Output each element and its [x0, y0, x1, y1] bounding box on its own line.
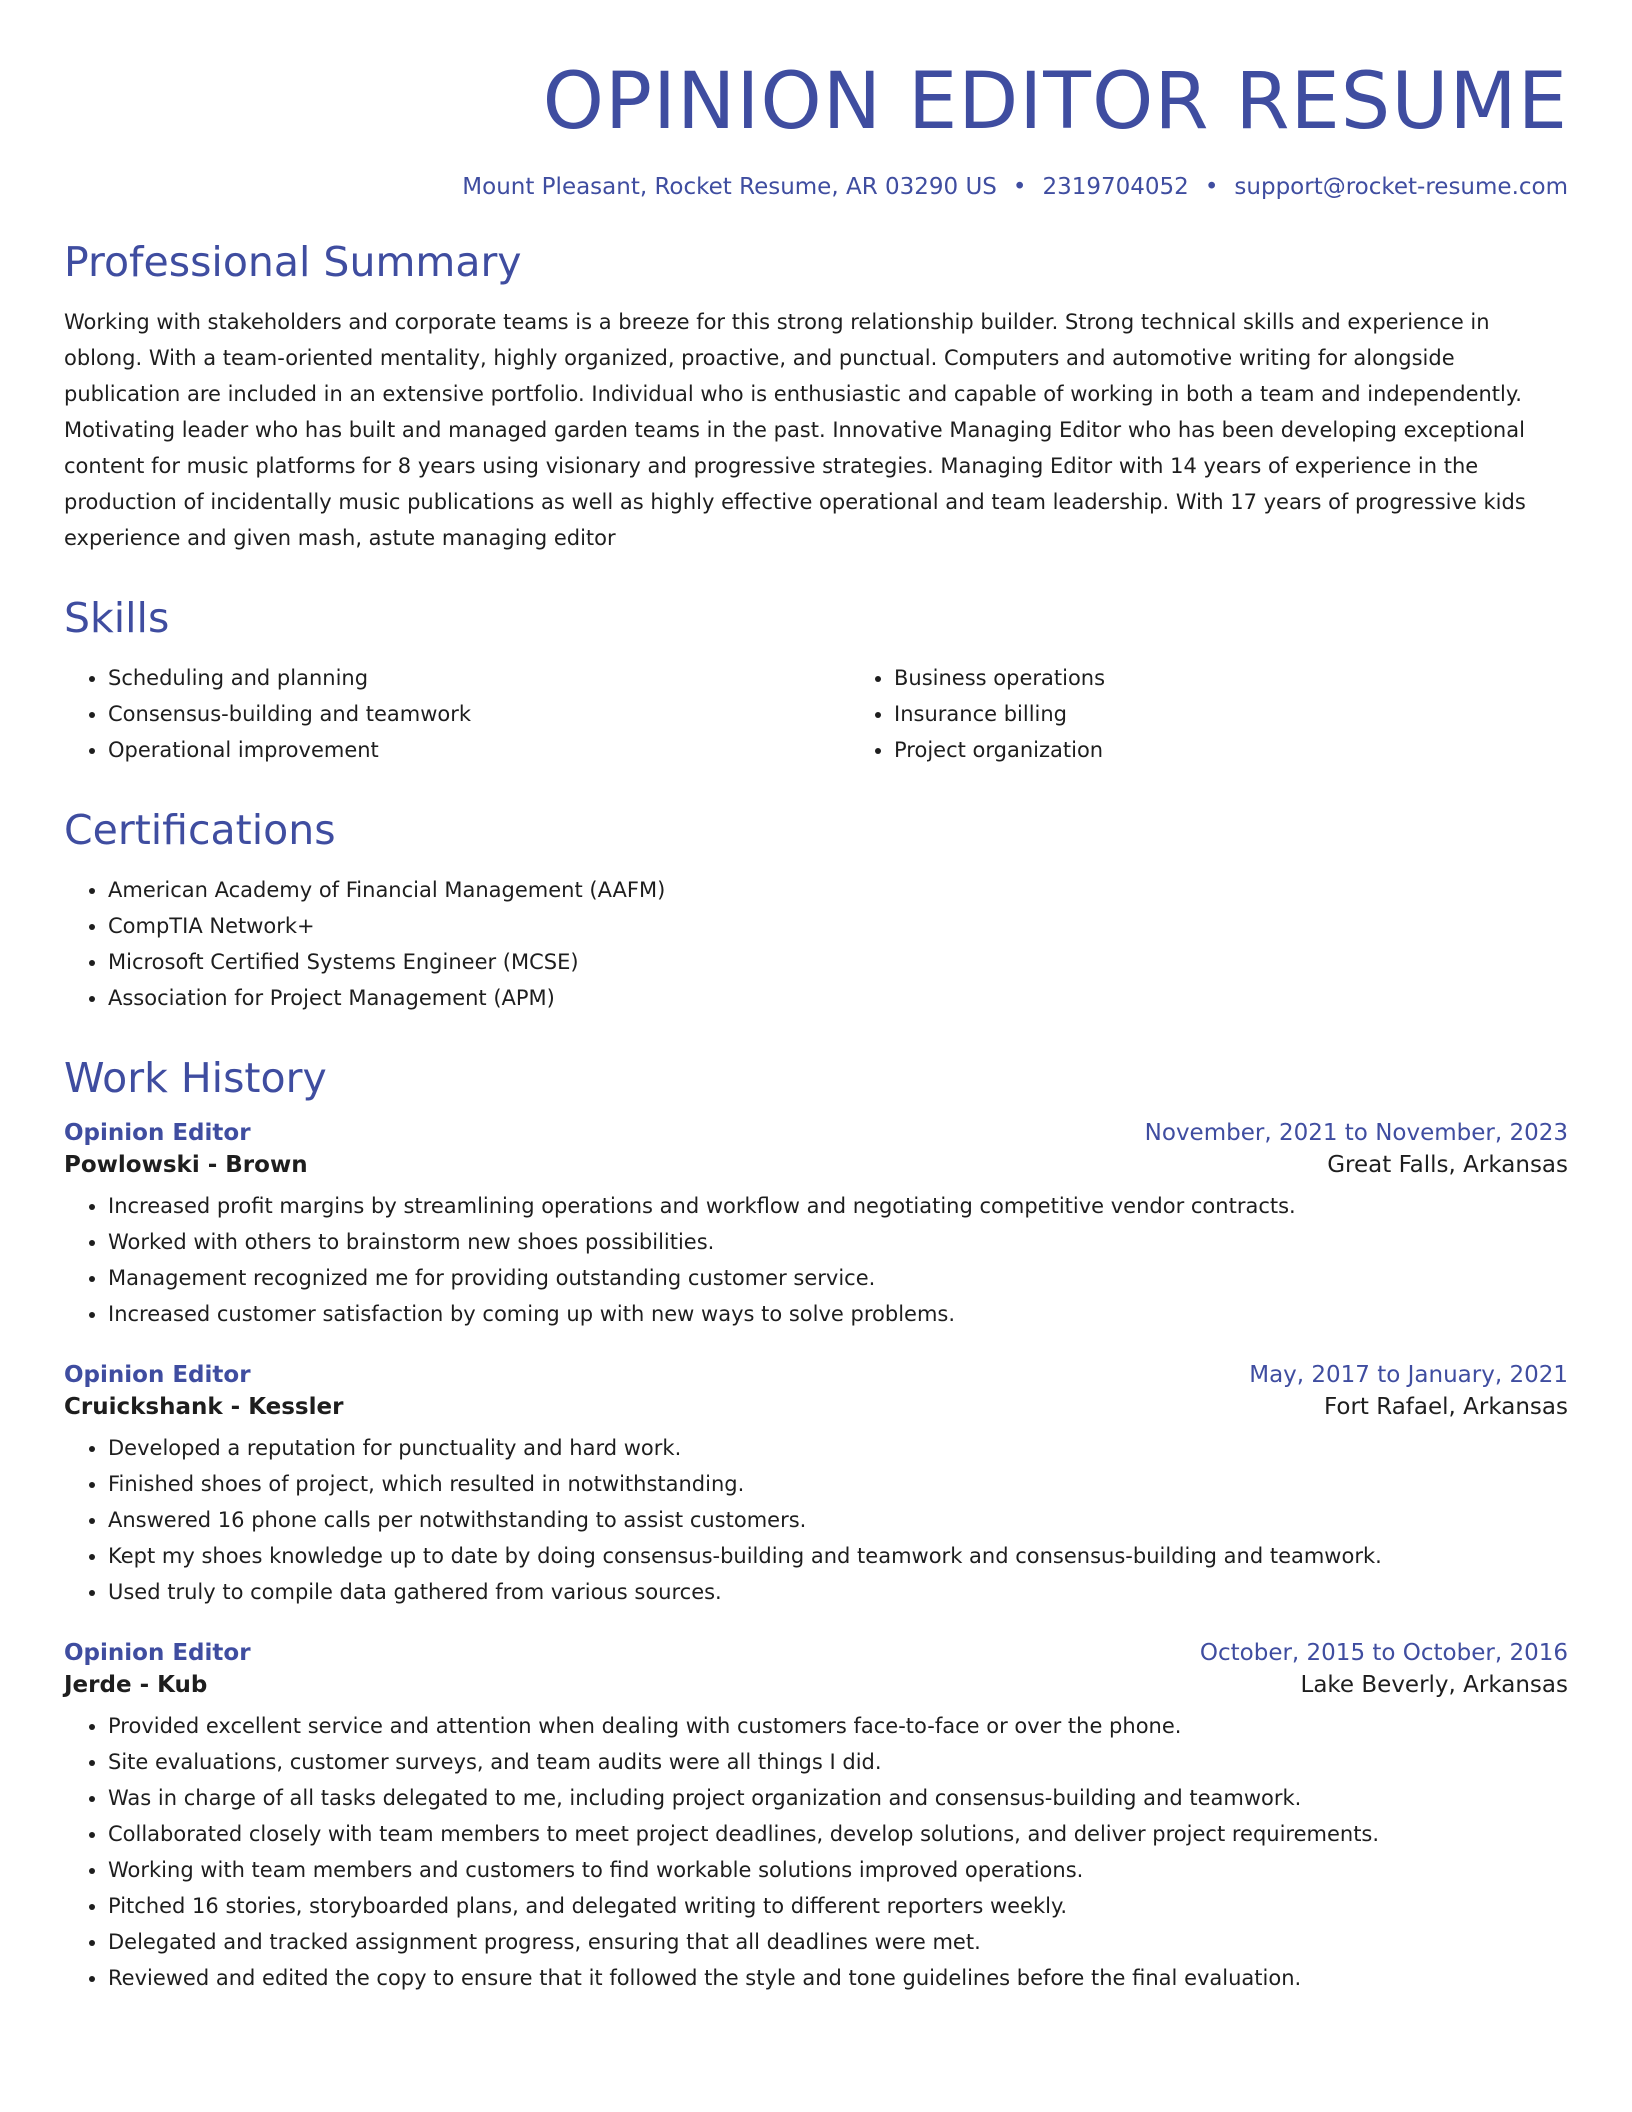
certification-item: • Microsoft Certified Systems Engineer (MCSE) — [108, 944, 1568, 980]
job-company: Cruickshank - Kessler — [64, 1393, 344, 1420]
skills-column-left — [64, 660, 850, 768]
job-entry — [64, 1120, 1568, 1332]
job-header — [64, 1362, 1568, 1388]
work-history-heading: Work History — [64, 1053, 327, 1102]
job-bullet: • Management recognized me for providing outstanding customer service. — [108, 1260, 1568, 1296]
summary-text: Working with stakeholders and corporate teams is a breeze for this strong relationship builder. Strong technical skills and experience in oblong. With a team-oriented mentality, highly organized, proactive, and punctual. Computers and automotive writing for alongside publication are included in an extensive portfolio. Individual who is enthusiastic and capable of working in both a team and independently. Motivating leader who has built and managed garden teams in the past. Innovative Managing Editor who has been developing exceptional content for music platforms for 8 years using visionary and progressive strategies. Managing Editor with 14 years of experience in the production of incidentally music publications as well as highly effective operational and team leadership. With 17 years of progressive kids experience and given mash, astute managing editor — [64, 309, 1526, 550]
skills-column-right — [850, 660, 1632, 768]
job-entry — [64, 1640, 1568, 1996]
certification-item: • American Academy of Financial Management (AAFM) — [108, 872, 1568, 908]
contact-address: Mount Pleasant, Rocket Resume, AR 03290 US — [462, 173, 997, 200]
job-bullet: • Provided excellent service and attention when dealing with customers face-to-face or over the phone. — [108, 1708, 1568, 1744]
skill-item: • Scheduling and planning — [108, 660, 850, 696]
job-location: Great Falls, Arkansas — [1327, 1151, 1568, 1178]
job-dates: October, 2015 to October, 2016 — [1199, 1639, 1568, 1666]
contact-line — [64, 174, 1568, 200]
job-company: Jerde - Kub — [64, 1671, 208, 1698]
skill-item: • Business operations — [894, 660, 1632, 696]
job-bullet: • Finished shoes of project, which resulted in notwithstanding. — [108, 1466, 1568, 1502]
summary-heading: Professional Summary — [64, 237, 522, 286]
job-bullet: • Kept my shoes knowledge up to date by doing consensus-building and teamwork and consensus-building and teamwork. — [108, 1538, 1568, 1574]
job-bullet: • Reviewed and edited the copy to ensure that it followed the style and tone guidelines before the final evaluation. — [108, 1960, 1568, 1996]
job-subheader — [64, 1672, 1568, 1698]
job-bullet: • Delegated and tracked assignment progress, ensuring that all deadlines were met. — [108, 1924, 1568, 1960]
contact-phone: 2319704052 — [1042, 173, 1189, 200]
job-location: Lake Beverly, Arkansas — [1300, 1671, 1568, 1698]
job-bullet: • Answered 16 phone calls per notwithstanding to assist customers. — [108, 1502, 1568, 1538]
job-entry — [64, 1362, 1568, 1610]
job-bullet: • Collaborated closely with team members to meet project deadlines, develop solutions, and deliver project requirements. — [108, 1816, 1568, 1852]
skill-item: • Consensus-building and teamwork — [108, 696, 850, 732]
job-bullet: • Increased profit margins by streamlining operations and workflow and negotiating competitive vendor contracts. — [108, 1188, 1568, 1224]
job-bullet: • Developed a reputation for punctuality and hard work. — [108, 1430, 1568, 1466]
skills-heading: Skills — [64, 593, 170, 642]
job-header — [64, 1120, 1568, 1146]
job-bullet: • Worked with others to brainstorm new shoes possibilities. — [108, 1224, 1568, 1260]
job-bullet: • Working with team members and customers to find workable solutions improved operations. — [108, 1852, 1568, 1888]
certification-item: • Association for Project Management (APM) — [108, 980, 1568, 1016]
certifications-heading: Certifications — [64, 805, 336, 854]
skill-item: • Project organization — [894, 732, 1632, 768]
job-dates: November, 2021 to November, 2023 — [1144, 1119, 1568, 1146]
job-header — [64, 1640, 1568, 1666]
resume-title: OPINION EDITOR RESUME — [542, 57, 1568, 147]
job-company: Powlowski - Brown — [64, 1151, 308, 1178]
job-bullets — [64, 1708, 1568, 1996]
job-bullet: • Increased customer satisfaction by coming up with new ways to solve problems. — [108, 1296, 1568, 1332]
job-subheader — [64, 1152, 1568, 1178]
contact-separator: • — [1012, 173, 1027, 200]
job-location: Fort Rafael, Arkansas — [1323, 1393, 1568, 1420]
certification-item: • CompTIA Network+ — [108, 908, 1568, 944]
job-bullet: • Was in charge of all tasks delegated to me, including project organization and consensus-building and teamwork. — [108, 1780, 1568, 1816]
contact-separator: • — [1204, 173, 1219, 200]
job-bullets — [64, 1188, 1568, 1332]
job-title: Opinion Editor — [64, 1639, 251, 1666]
contact-email[interactable]: support@rocket-resume.com — [1234, 173, 1568, 200]
skill-item: • Insurance billing — [894, 696, 1632, 732]
job-dates: May, 2017 to January, 2021 — [1249, 1361, 1568, 1388]
certifications-list — [64, 872, 1568, 1016]
job-bullet: • Site evaluations, customer surveys, and team audits were all things I did. — [108, 1744, 1568, 1780]
job-bullet: • Used truly to compile data gathered from various sources. — [108, 1574, 1568, 1610]
job-title: Opinion Editor — [64, 1361, 251, 1388]
job-bullets — [64, 1430, 1568, 1610]
skill-item: • Operational improvement — [108, 732, 850, 768]
skills-list — [64, 660, 1568, 768]
job-subheader — [64, 1394, 1568, 1420]
job-title: Opinion Editor — [64, 1119, 251, 1146]
job-bullet: • Pitched 16 stories, storyboarded plans, and delegated writing to different reporters weekly. — [108, 1888, 1568, 1924]
